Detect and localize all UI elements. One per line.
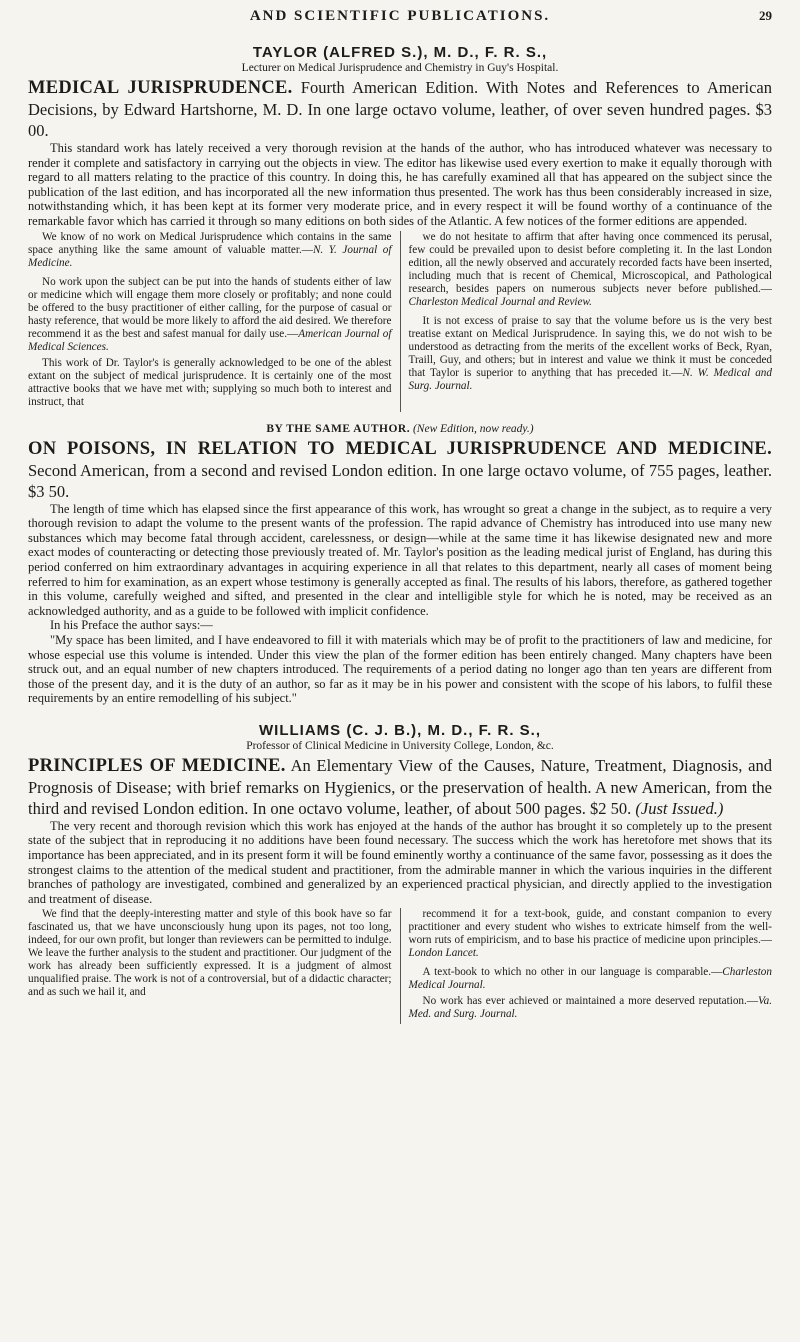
section2-title-rest: Second American, from a second and revised London edition. In one large octavo volume, of 755 pages, leather. $3 50. xyxy=(28,460,772,501)
by-same-author: BY THE SAME AUTHOR. xyxy=(266,422,411,435)
section2-heading xyxy=(28,438,772,502)
running-head xyxy=(28,8,772,28)
section1-title-rest: Fourth American Edition. With Notes and References to American Decisions, by Edward Hartshorne, M. D. In one large octavo volume, leather, of over seven hundred pages. $3 00. xyxy=(28,78,772,140)
review-source: American Journal of Medical Sciences. xyxy=(28,327,392,353)
section2-by-line xyxy=(28,422,772,436)
review-source: Charleston Medical Journal. xyxy=(408,966,772,992)
review-text: We find that the deeply-interesting matter and style of this book have so far fascinated us, that we have unconsciously hung upon its pages, not too long, indeed, for our own profit, but longer than reviewers can be permitted to indulge. We leave the further analysis to the student and practitioner. Our judgment of the work has already been sufficiently expressed. It is a judgment of almost unqualified praise. The work is not of a controversial, but of a didactic character; and as such we hail it, and xyxy=(28,908,392,999)
section3-title-note: (Just Issued.) xyxy=(635,798,724,818)
review-text: recommend it for a text-book, guide, and constant companion to every practitioner and every student who wishes to extricate himself from the well-worn ruts of empiricism, and to base his practice of medicine upon principles.— xyxy=(408,908,772,947)
section3-reviews xyxy=(28,908,772,1024)
review-quote xyxy=(409,231,773,309)
section3-title-rest: An Elementary View of the Causes, Nature, Treatment, Diagnosis, and Prognosis of Disease; with brief remarks on Hygienics, or the preservation of health. A new American, from the third and revised London edition. In one octavo volume, leather, of about 500 pages. $2 50. xyxy=(28,755,772,818)
review-text: A text-book to which no other in our language is comparable.— xyxy=(422,966,723,979)
edition-note: (New Edition, now ready.) xyxy=(412,422,534,435)
review-quote xyxy=(409,908,773,960)
review-source: Va. Med. and Surg. Journal. xyxy=(408,995,772,1021)
review-text: we do not hesitate to affirm that after having once commenced its perusal, few could be prevailed upon to desist before completing it. In the last London edition, all the newly observed and accurately recorded facts have been inserted, including much that is recent of Chemical, Microscopical, and Pathological research, besides papers on numerous subjects never before published.— xyxy=(408,230,772,295)
section3-left-column xyxy=(28,908,401,1024)
review-text: No work upon the subject can be put into the hands of students either of law or medicine which will engage them more closely or profitably; and none could be offered to the busy practitioner of either calling, for the purpose of casual or hasty reference, that would be more likely to afford the aid desired. We therefore recommend it as the best and safest manual for daily use.— xyxy=(28,275,392,340)
section1-role: Lecturer on Medical Jurisprudence and Chemistry in Guy's Hospital. xyxy=(241,62,559,74)
review-quote xyxy=(409,995,773,1021)
review-quote xyxy=(28,908,392,999)
section3-author: WILLIAMS (C. J. B.), M. D., F. R. S., xyxy=(259,721,541,739)
running-head-text: AND SCIENTIFIC PUBLICATIONS. xyxy=(249,8,551,24)
review-source: Charleston Medical Journal and Review. xyxy=(408,295,592,308)
review-quote xyxy=(28,357,392,409)
section3-right-column xyxy=(401,908,773,1024)
review-source: N. Y. Journal of Medicine. xyxy=(28,243,392,269)
section1-author: TAYLOR (ALFRED S.), M. D., F. R. S., xyxy=(252,44,548,61)
section1-title: MEDICAL JURISPRUDENCE. xyxy=(28,78,293,98)
review-quote xyxy=(409,315,773,393)
review-quote xyxy=(28,276,392,354)
section1-heading xyxy=(28,77,772,141)
page-number: 29 xyxy=(759,8,772,23)
section1-intro: This standard work has lately received a very thorough revision at the hands of the author, who has introduced whatever was necessary to render it complete and satisfactory in carrying out the objects in view. The editor has likewise used every exertion to make it equally thorough with regard to all matters relating to the practice of this country. In doing this, he has carefully examined all that has appeared on the subject since the publication of the last edition, and has incorporated all the new information thus presented. The work has thus been considerably increased in size, notwithstanding which, it has been kept at its former very moderate price, and in every respect it will be found worthy of a continuance of the remarkable favor which has carried it through so many editions on both sides of the Atlantic. A few notices of the former editions are appended. xyxy=(28,141,772,228)
review-quote xyxy=(409,966,773,992)
section3-title: PRINCIPLES OF MEDICINE. xyxy=(28,755,286,776)
section3-role: Professor of Clinical Medicine in University College, London, &c. xyxy=(246,739,554,752)
section1-reviews xyxy=(28,231,772,412)
section2-para-1: The length of time which has elapsed since the first appearance of this work, has wrought so great a change in the subject, as to require a very thorough revision to adapt the volume to the present wants of the profession. The rapid advance of Chemistry has introduced into use many new substances which may become fatal through accident, carelessness, or design—while at the same time it has likewise designated new and more exact modes of counteracting or detecting those previously treated of. Mr. Taylor's position as the leading medical jurist of England, has during this period conferred on him extraordinary advantages in acquiring experience in all that relates to this department, nearly all cases of moment being referred to him for examination, as an expert whose testimony is generally accepted as final. The results of his labors, therefore, as gathered together in this volume, carefully weighed and sifted, and presented in the clear and intelligible style for which he is noted, may be received as an acknowledged authority, and as a guide to be followed with implicit confidence. xyxy=(28,501,772,618)
review-source: N. W. Medical and Surg. Journal. xyxy=(408,366,772,392)
review-text: This work of Dr. Taylor's is generally acknowledged to be one of the ablest extant on the subject of medical jurisprudence. It is certainly one of the most attractive books that we have met with; supplying so much both to interest and instruct, that xyxy=(28,356,392,408)
review-text: No work has ever achieved or maintained a more deserved reputation.— xyxy=(422,995,759,1008)
section2-preface-quote: "My space has been limited, and I have endeavored to fill it with materials which may be of profit to the practitioners of law and medicine, for whose especial use this volume is intended. Under this view the plan of the former edition has been entirely changed. Many chapters have been struck out, and an equal number of new chapters introduced. The requirements of a period dating no longer ago than ten years are different from those of the present day, and it is the duty of an author, so far as it may be in his power and consistent with the scope of his labors, to fulfil these requirements by an entire remodelling of his subject." xyxy=(28,632,772,706)
section1-right-column xyxy=(401,231,773,412)
review-text: We know of no work on Medical Jurisprudence which contains in the same space anything like the same amount of valuable matter.— xyxy=(28,230,392,256)
review-quote xyxy=(28,231,392,270)
review-source: London Lancet. xyxy=(408,947,479,960)
section3-intro: The very recent and thorough revision which this work has enjoyed at the hands of the author has brought it so completely up to the present state of the subject that in reproducing it no additions have been found necessary. The success which the work has heretofore met shows that its importance has been appreciated, and in its present form it will be found eminently worthy a continuance of the same favor, possessing as it does the strongest claims to the attention of the medical student and practitioner, from the admirable manner in which the various inquiries in the different branches of pathology are investigated, combined and generalized by an experienced practical physician, and directly applied to the investigation and treatment of disease. xyxy=(28,818,772,906)
review-text: It is not excess of praise to say that the volume before us is the very best treatise extant on Medical Jurisprudence. In saying this, we do not wish to be understood as detracting from the merits of the excellent works of Beck, Ryan, Traill, Guy, and others; but in interest and value we think it must be conceded that Taylor is superior to anything that has preceded it.— xyxy=(408,314,772,379)
section3-heading xyxy=(28,755,772,819)
section1-left-column xyxy=(28,231,401,412)
section2-para-2: In his Preface the author says:— xyxy=(50,618,213,633)
section2-title: ON POISONS, IN RELATION TO MEDICAL JURISPRUDENCE AND MEDICINE. xyxy=(28,438,772,459)
